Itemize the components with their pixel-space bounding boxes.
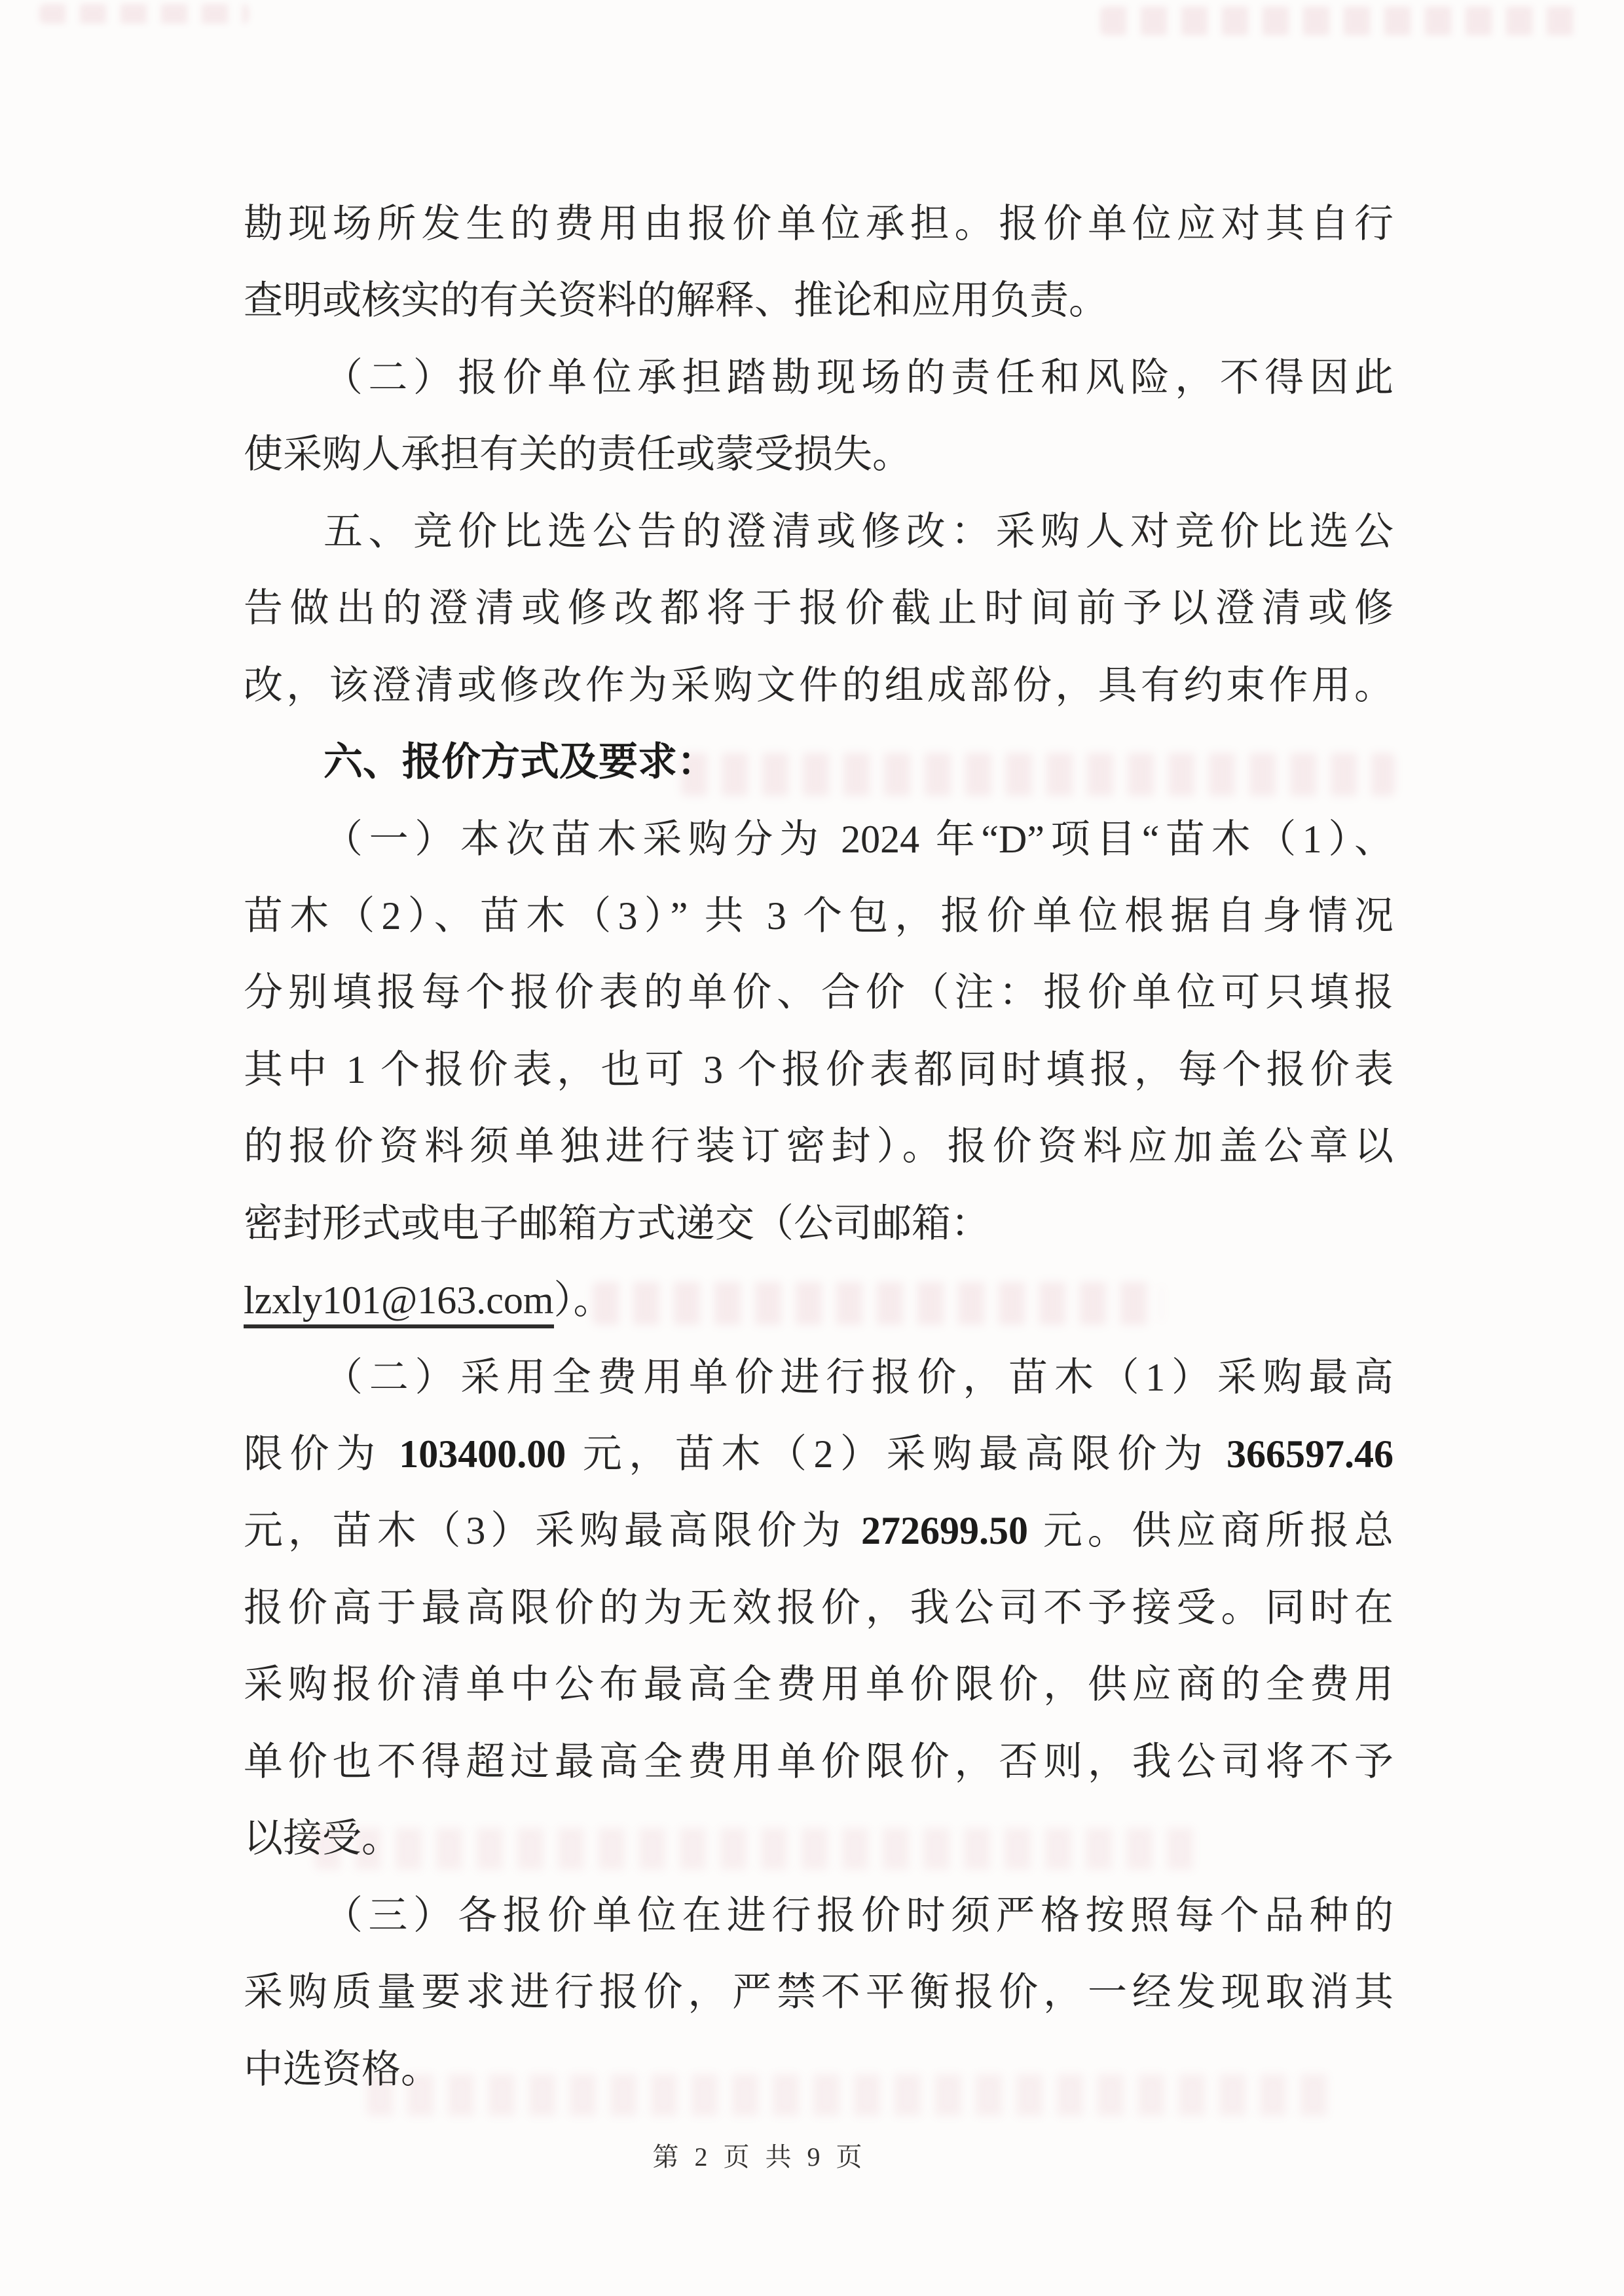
text-segment: 六、报价方式及要求： bbox=[323, 740, 716, 784]
text-segment: 采购质量要求进行报价，严禁不平衡报价，一经发现取消其 bbox=[244, 1971, 1393, 2014]
text-line-23 bbox=[244, 1878, 1393, 1954]
text-line-19 bbox=[244, 1570, 1393, 1647]
text-segment: 103400.00 bbox=[399, 1432, 566, 1476]
text-line-22 bbox=[244, 1800, 1393, 1877]
text-line-9 bbox=[244, 801, 1393, 878]
text-line-11 bbox=[244, 955, 1393, 1031]
text-line-25 bbox=[244, 2032, 1393, 2108]
text-line-6 bbox=[244, 570, 1393, 647]
text-line-16 bbox=[244, 1339, 1393, 1416]
text-line-5 bbox=[244, 494, 1393, 570]
text-segment: 元。供应商所报总 bbox=[1028, 1509, 1394, 1553]
text-segment: 单价也不得超过最高全费用单价限价，否则，我公司将不予 bbox=[244, 1740, 1393, 1783]
text-segment: 分别填报每个报价表的单价、合价（注：报价单位可只填报 bbox=[244, 971, 1393, 1015]
text-segment: 苗木（2）、苗木（3）” 共 3 个包，报价单位根据自身情况 bbox=[244, 894, 1393, 938]
text-segment: 采购报价清单中公布最高全费用单价限价，供应商的全费用 bbox=[244, 1663, 1393, 1707]
text-line-15 bbox=[244, 1262, 1393, 1339]
text-segment: 密封形式或电子邮箱方式递交（公司邮箱： bbox=[244, 1201, 990, 1245]
text-segment: 勘现场所发生的费用由报价单位承担。报价单位应对其自行 bbox=[244, 202, 1393, 246]
text-line-12 bbox=[244, 1032, 1393, 1108]
text-segment: 使采购人承担有关的责任或蒙受损失。 bbox=[244, 433, 912, 477]
text-segment: （三）各报价单位在进行报价时须严格按照每个品种的 bbox=[323, 1893, 1393, 1937]
email-address: lzxly101@163.com bbox=[244, 1279, 554, 1328]
text-line-13 bbox=[244, 1108, 1393, 1185]
text-segment: 告做出的澄清或修改都将于报价截止时间前予以澄清或修 bbox=[244, 587, 1393, 630]
text-segment: 366597.46 bbox=[1227, 1432, 1394, 1476]
text-line-10 bbox=[244, 878, 1393, 955]
text-line-21 bbox=[244, 1724, 1393, 1800]
text-line-24 bbox=[244, 1954, 1393, 2031]
text-segment: 以接受。 bbox=[244, 1817, 401, 1861]
text-segment: （一）本次苗木采购分为 2024 年“D”项目“苗木（1）、 bbox=[323, 817, 1393, 861]
text-line-2 bbox=[244, 263, 1393, 339]
text-segment: ）。 bbox=[553, 1279, 613, 1322]
text-line-1 bbox=[244, 186, 1393, 263]
text-segment: 五、竞价比选公告的澄清或修改：采购人对竞价比选公 bbox=[323, 509, 1393, 553]
text-segment: 元，苗木（3）采购最高限价为 bbox=[244, 1509, 862, 1553]
text-segment: 的报价资料须单独进行装订密封）。报价资料应加盖公章以 bbox=[244, 1125, 1393, 1169]
text-segment: 元，苗木（2）采购最高限价为 bbox=[566, 1432, 1227, 1476]
text-line-3 bbox=[244, 340, 1393, 416]
text-segment: （二）报价单位承担踏勘现场的责任和风险，不得因此 bbox=[323, 355, 1393, 399]
text-segment: 272699.50 bbox=[861, 1509, 1029, 1553]
text-line-20 bbox=[244, 1647, 1393, 1723]
text-line-4 bbox=[244, 416, 1393, 493]
document-body bbox=[244, 186, 1393, 2108]
text-segment: 其中 1 个报价表，也可 3 个报价表都同时填报，每个报价表 bbox=[244, 1048, 1393, 1091]
text-segment: 查明或核实的有关资料的解释、推论和应用负责。 bbox=[244, 279, 1108, 323]
section-heading bbox=[244, 724, 1393, 801]
text-segment: 限价为 bbox=[244, 1432, 399, 1476]
text-line-17 bbox=[244, 1416, 1393, 1493]
page-number-footer: 第 2 页 共 9 页 bbox=[652, 2142, 867, 2172]
text-segment: 报价高于最高限价的为无效报价，我公司不予接受。同时在 bbox=[244, 1586, 1393, 1630]
text-segment: （二）采用全费用单价进行报价，苗木（1）采购最高 bbox=[323, 1355, 1393, 1399]
scan-noise-artifact bbox=[1100, 7, 1585, 35]
text-line-7 bbox=[244, 647, 1393, 724]
scan-noise-artifact bbox=[39, 4, 249, 24]
text-line-14 bbox=[244, 1186, 1393, 1262]
text-segment: 中选资格。 bbox=[244, 2047, 440, 2091]
text-line-18 bbox=[244, 1493, 1393, 1569]
text-segment: 改，该澄清或修改作为采购文件的组成部份，具有约束作用。 bbox=[244, 663, 1393, 707]
